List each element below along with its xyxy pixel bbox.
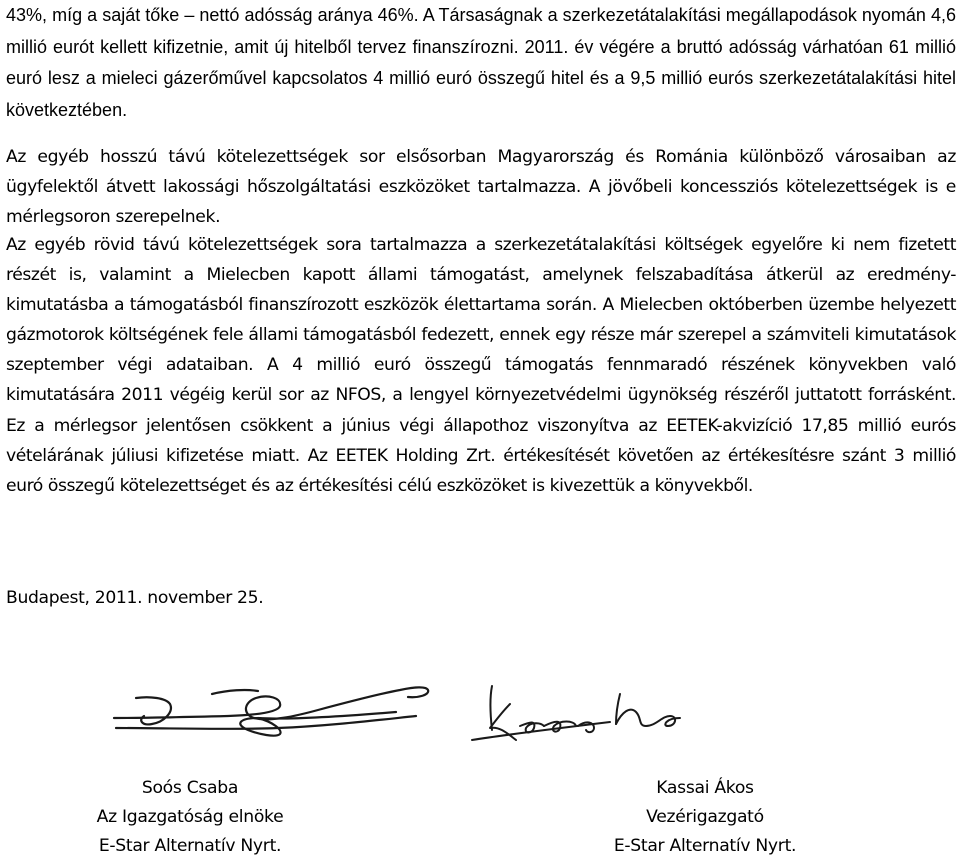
paragraph-debt-summary: 43%, míg a saját tőke – nettó adósság aránya 46%. A Társaságnak a szerkezetátalakítási megállapodások nyomán 4,6 millió eurót kellett kifizetnie, amit új hitelből tervez finanszírozni. 2011. év végére a bruttó adósság várhatóan 61 millió euró lesz a mieleci gázerőművel kapcsolatos 4 millió euró összegű hitel és a 9,5 millió eurós szerkezetátalakítási hitel következtében. — [6, 5, 956, 120]
signatory-title: Vezérigazgató — [646, 807, 764, 827]
signatory-left — [40, 774, 340, 861]
signatory-title: Az Igazgatóság elnöke — [96, 807, 284, 827]
paragraph-long-term-liabilities: Az egyéb hosszú távú kötelezettségek sor elsősorban Magyarország és Románia különböző városaiban az ügyfelektől átvett lakossági hőszolgáltatási eszközöket tartalmazza. A jövőbeli koncessziós kötelezettségek is e mérlegsoron szerepelnek. — [6, 147, 956, 227]
paragraph-short-term-liabilities: Az egyéb rövid távú kötelezettségek sora tartalmazza a szerkezetátalakítási költségek egyelőre ki nem fizetett részét is, valamint a Mielecben kapott állami támogatást, amelynek felszabadítása átkerül az eredmény-kimutatásba a támogatásból finanszírozott eszközök élettartama során. A Mielecben októberben üzembe helyezett gázmotorok költségének fele állami támogatásból fedezett, ennek egy része már szerepel a számviteli kimutatások szeptember végi adataiban. A 4 millió euró összegű támogatás fennmaradó részének könyvekben való kimutatására 2011 végéig kerül sor az NFOS, a lengyel környezetvédelmi ügynökség részéről juttatott forrásként. Ez a mérlegsor jelentősen csökkent a június végi állapothoz viszonyítva az EETEK-akvizíció 17,85 millió eurós vételárának júliusi kifizetése miatt. Az EETEK Holding Zrt. értékesítését követően az értékesítésre szánt 3 millió euró összegű kötelezettséget és az értékesítési célú eszközöket is kivezettük a könyvekből. — [6, 235, 956, 496]
signatory-right — [560, 774, 850, 861]
signatory-name: Kassai Ákos — [656, 778, 754, 798]
signature-right — [470, 682, 690, 744]
signature-left — [108, 672, 433, 742]
place-and-date: Budapest, 2011. november 25. — [6, 588, 264, 608]
signatory-name: Soós Csaba — [141, 778, 239, 798]
signatory-company: E-Star Alternatív Nyrt. — [613, 836, 797, 856]
signatory-company: E-Star Alternatív Nyrt. — [98, 836, 282, 856]
